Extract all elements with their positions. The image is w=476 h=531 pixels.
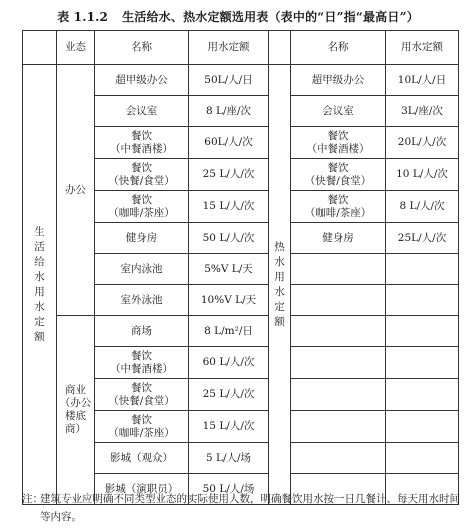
cell-hot-name [291,285,386,316]
cell-quota: 5%V L/天 [189,254,269,285]
footnote-text: 建筑专业应明确不同类型业态的实际使用人数，明确餐饮用水按一日几餐计、每天用水时间等内容。 [40,493,460,523]
cell-name: 餐饮 （咖啡/茶座） [95,411,189,443]
cell-hot-name [291,316,386,347]
cell-quota: 50L/人/日 [189,65,269,96]
section-label: 办公 [57,65,95,316]
cell-hot-quota: 8 L/人/次 [386,191,459,223]
cell-quota: 60L/人/次 [189,127,269,159]
cell-hot-quota: 20L/人/次 [386,127,459,159]
cell-quota: 15 L/人/次 [189,411,269,443]
cell-hot-quota: 25L/人/次 [386,223,459,254]
cell-hot-quota [386,443,459,474]
footnote [22,490,462,526]
footnote-label: 注： [22,493,43,505]
cell-hot-quota [386,411,459,443]
cell-name: 餐饮 （快餐/食堂） [95,159,189,191]
header-name: 名称 [95,31,189,65]
cell-quota: 25 L/人/次 [189,159,269,191]
cell-hot-quota [386,254,459,285]
cell-quota: 50 L/人/场 [189,474,269,505]
cell-hot-name: 超甲级办公 [291,65,386,96]
section-label: 商业 （办公 楼底 商） [57,316,95,505]
table-row [23,316,459,347]
header-blank [23,31,57,65]
cell-name: 影城（演职员） [95,474,189,505]
table-row [23,65,459,96]
cell-hot-name [291,254,386,285]
header-row [23,31,459,65]
cell-quota: 50 L/人/次 [189,223,269,254]
cell-hot-name: 会议室 [291,96,386,127]
hot-label-cell [269,65,291,505]
header-hot-name: 名称 [291,31,386,65]
cell-name: 商场 [95,316,189,347]
cell-name: 超甲级办公 [95,65,189,96]
cell-hot-quota [386,285,459,316]
cell-name: 餐饮 （咖啡/茶座） [95,191,189,223]
header-quota: 用水定额 [189,31,269,65]
group-label: 生活给水用水定额 [34,225,45,343]
cell-quota: 60 L/人/次 [189,347,269,379]
header-divider [269,31,291,65]
cell-name: 餐饮 （中餐酒楼） [95,127,189,159]
group-label-cell [23,65,57,505]
cell-quota: 5 L/人/场 [189,443,269,474]
cell-quota: 8 L/座/次 [189,96,269,127]
cell-hot-quota [386,379,459,411]
cell-quota: 15 L/人/次 [189,191,269,223]
table-title [0,8,476,25]
cell-hot-quota [386,347,459,379]
cell-hot-quota: 10L/人/日 [386,65,459,96]
cell-name: 餐饮 （快餐/食堂） [95,379,189,411]
cell-name: 餐饮 （中餐酒楼） [95,347,189,379]
cell-hot-name [291,379,386,411]
cell-hot-name [291,443,386,474]
cell-hot-quota: 10 L/人/次 [386,159,459,191]
cell-quota: 25 L/人/次 [189,379,269,411]
cell-name: 健身房 [95,223,189,254]
water-quota-table [22,30,459,505]
cell-hot-name: 健身房 [291,223,386,254]
table-number: 表 1.1.2 [57,10,109,24]
header-category: 业态 [57,31,95,65]
cell-quota: 8 L/m²/日 [189,316,269,347]
cell-hot-name: 餐饮 （中餐酒楼） [291,127,386,159]
cell-hot-quota: 3L/座/次 [386,96,459,127]
cell-name: 室外泳池 [95,285,189,316]
cell-quota: 10%V L/天 [189,285,269,316]
hot-label: 热水用水定额 [274,240,285,328]
table-caption: 生活给水、热水定额选用表（表中的“日”指“最高日”） [122,10,419,24]
cell-hot-name: 餐饮 （快餐/食堂） [291,159,386,191]
cell-hot-name: 餐饮 （咖啡/茶座） [291,191,386,223]
cell-name: 会议室 [95,96,189,127]
cell-hot-name [291,411,386,443]
header-hot-quota: 用水定额 [386,31,459,65]
cell-hot-quota [386,316,459,347]
cell-name: 室内泳池 [95,254,189,285]
cell-name: 影城（观众） [95,443,189,474]
cell-hot-name [291,347,386,379]
